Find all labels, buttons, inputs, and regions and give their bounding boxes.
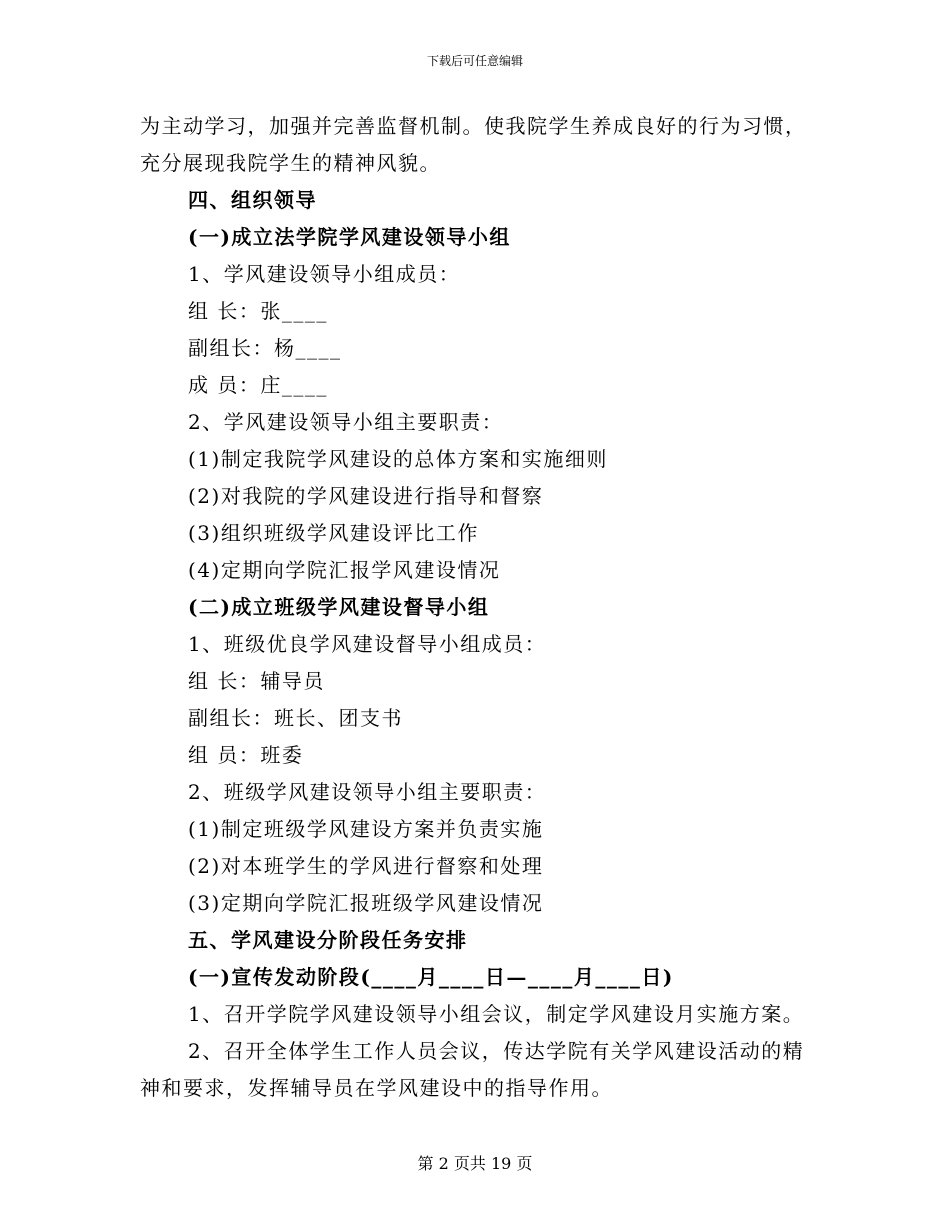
paragraph-line: 组 长：辅导员 bbox=[188, 669, 325, 693]
section-heading: 四、组织领导 bbox=[188, 188, 317, 212]
paragraph-line: 成 员：庄____ bbox=[188, 373, 328, 397]
paragraph-line: (1)制定班级学风建设方案并负责实施 bbox=[188, 817, 544, 841]
paragraph-line: 副组长：班长、团支书 bbox=[188, 706, 403, 730]
paragraph-line: 2、班级学风建设领导小组主要职责： bbox=[188, 780, 547, 804]
paragraph-line: 2、学风建设领导小组主要职责： bbox=[188, 410, 504, 434]
section-heading: 五、学风建设分阶段任务安排 bbox=[188, 928, 468, 952]
paragraph-line: (4)定期向学院汇报学风建设情况 bbox=[188, 558, 501, 582]
paragraph-line: 副组长：杨____ bbox=[188, 336, 342, 360]
section-heading: (一)宣传发动阶段(____月____日—____月____日) bbox=[188, 965, 674, 989]
paragraph-line: 2、召开全体学生工作人员会议，传达学院有关学风建设活动的精 bbox=[188, 1039, 805, 1063]
paragraph-line: 1、召开学院学风建设领导小组会议，制定学风建设月实施方案。 bbox=[188, 1002, 805, 1026]
paragraph-line: (2)对本班学生的学风进行督察和处理 bbox=[188, 854, 544, 878]
paragraph-line: (3)组织班级学风建设评比工作 bbox=[188, 521, 479, 545]
paragraph-line: 1、班级优良学风建设督导小组成员： bbox=[188, 632, 547, 656]
paragraph-line: 为主动学习，加强并完善监督机制。使我院学生养成良好的行为习惯， bbox=[140, 114, 807, 138]
section-heading: (二)成立班级学风建设督导小组 bbox=[188, 595, 490, 619]
section-heading: (一)成立法学院学风建设领导小组 bbox=[188, 225, 511, 249]
paragraph-line: 1、学风建设领导小组成员： bbox=[188, 262, 461, 286]
page-header: 下载后可任意编辑 bbox=[426, 54, 523, 68]
paragraph-line: (3)定期向学院汇报班级学风建设情况 bbox=[188, 891, 544, 915]
page-footer: 第 2 页共 19 页 bbox=[417, 1154, 533, 1173]
paragraph-line: 组 员：班委 bbox=[188, 743, 304, 767]
paragraph-line: 神和要求，发挥辅导员在学风建设中的指导作用。 bbox=[140, 1076, 613, 1100]
paragraph-line: 组 长：张____ bbox=[188, 299, 328, 323]
paragraph-line: (2)对我院的学风建设进行指导和督察 bbox=[188, 484, 544, 508]
paragraph-line: (1)制定我院学风建设的总体方案和实施细则 bbox=[188, 447, 608, 471]
document-body bbox=[140, 108, 812, 1107]
paragraph-line: 充分展现我院学生的精神风貌。 bbox=[140, 151, 441, 175]
